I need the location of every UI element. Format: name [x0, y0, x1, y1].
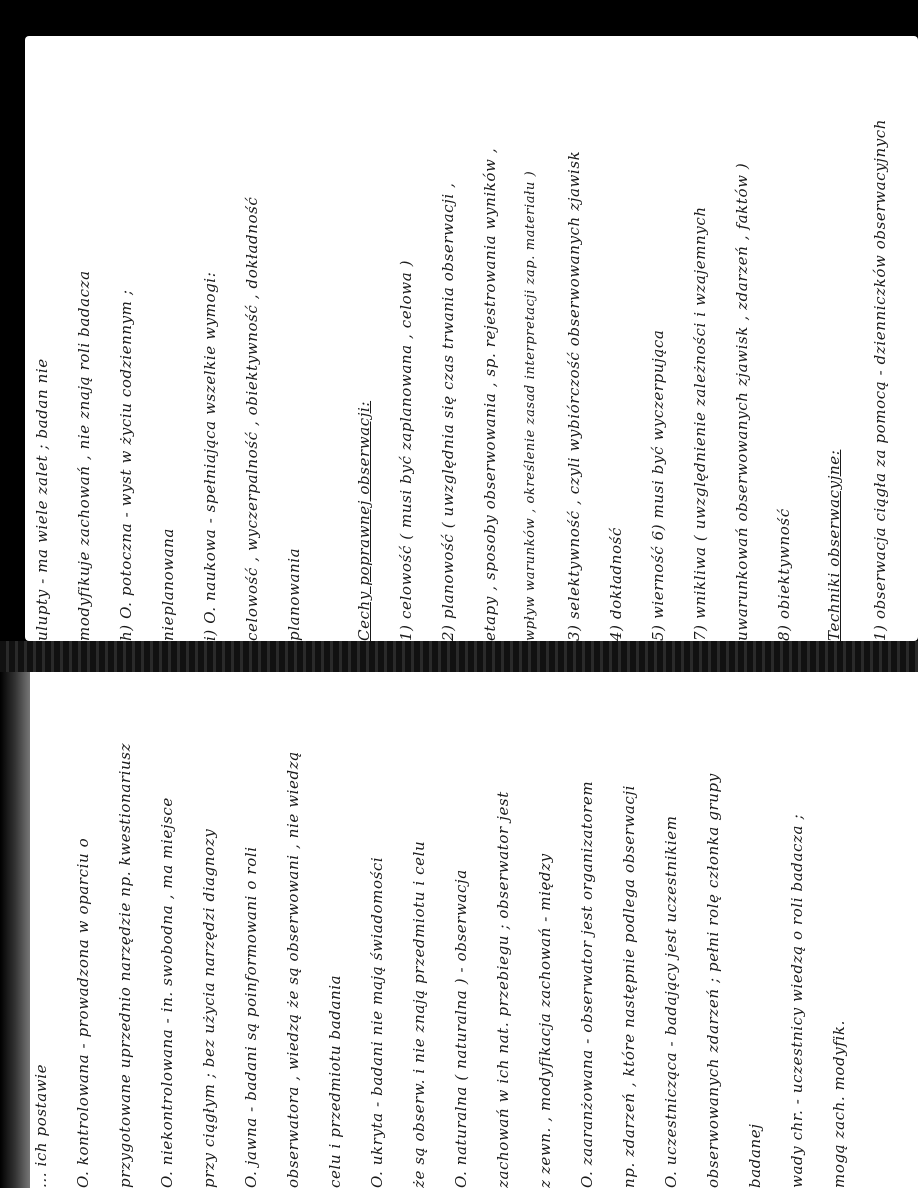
handwritten-line: z zewn. , modyfikacja zachowań - między	[536, 853, 554, 1188]
handwritten-line: O. uczestnicząca - badający jest uczestnikiem	[662, 815, 680, 1188]
rotated-text-area	[30, 672, 918, 1188]
handwritten-line: O. niekontrolowana - in. swobodna , ma miejsce	[158, 797, 176, 1188]
handwritten-line: że są obserw. i nie znają przedmiotu i celu	[410, 840, 428, 1188]
handwritten-line: wady chr. - uczestnicy wiedzą o roli badacza ;	[788, 813, 806, 1188]
handwritten-line: O. zaaranżowana - obserwator jest organizatorem	[578, 780, 596, 1188]
section-heading: Techniki obserwacyjne:	[825, 449, 843, 641]
handwritten-line: O. ukryta - badani nie mają świadomości	[368, 856, 386, 1188]
handwritten-line: celu i przedmiotu badania	[326, 974, 344, 1188]
notebook-page-left	[30, 672, 918, 1188]
handwritten-line: planowania	[285, 547, 303, 641]
handwritten-line: 4) dokładność	[607, 527, 625, 641]
handwritten-line: obserwatora , wiedzą że są obserwowani , nie wiedzą	[284, 751, 302, 1188]
handwritten-line: przygotowane uprzednio narzędzie np. kwestionariusz	[116, 742, 134, 1188]
handwritten-line: mogą zach. modyfik.	[830, 1020, 848, 1188]
handwritten-line: 3) selektywność , czyli wybiórczość obserwowanych zjawisk	[565, 150, 583, 641]
handwritten-line: wpływ warunków , określenie zasad interpretacji zap. materiału )	[523, 170, 538, 641]
notebook-page-right	[25, 36, 918, 641]
notebook-spiral-binding	[0, 641, 918, 672]
handwritten-line: 7) wnikliwa ( uwzględnienie zależności i wzajemnych	[691, 206, 709, 641]
handwritten-line: 5) wierność 6) musi być wyczerpująca	[649, 329, 667, 641]
handwritten-line: etapy , sposoby obserwowania , sp. rejestrowania wyników ,	[481, 147, 499, 641]
rotated-text-area	[25, 36, 918, 641]
handwritten-line: np. zdarzeń , które następnie podlega obserwacji	[620, 784, 638, 1188]
handwritten-line: modyfikuje zachowań , nie znają roli badacza	[75, 270, 93, 641]
dark-background	[0, 0, 918, 40]
handwritten-line: i) O. naukowa - spełniająca wszelkie wymogi:	[201, 271, 219, 641]
handwritten-line: badanej	[746, 1123, 764, 1188]
handwritten-line: 1) obserwacja ciągła za pomocą - dzienniczków obserwacyjnych	[871, 118, 889, 641]
handwritten-line: O. kontrolowana - prowadzona w oparciu o	[74, 837, 92, 1188]
handwritten-line: przy ciągłym ; bez użycia narzędzi diagnozy	[200, 828, 218, 1188]
handwritten-line: 8) obiektywność	[775, 508, 793, 641]
handwritten-line: ... ich postawie	[32, 1063, 50, 1188]
section-heading: Cechy poprawnej obserwacji:	[355, 400, 373, 641]
handwritten-line: nieplanowana	[159, 528, 177, 641]
handwritten-line: obserwowanych zdarzeń ; pełni rolę członka grupy	[704, 773, 722, 1188]
handwritten-line: zachowań w ich nat. przebiegu ; obserwator jest	[494, 791, 512, 1188]
handwritten-line: O. naturalna ( naturalna ) - obserwacja	[452, 869, 470, 1188]
handwritten-line: uwarunkowań obserwowanych zjawisk , zdarzeń , faktów )	[733, 162, 751, 641]
handwritten-line: 2) planowość ( uwzględnia się czas trwania obserwacji ,	[439, 182, 457, 641]
handwritten-line: 1) celowość ( musi być zaplanowana , celowa )	[397, 259, 415, 641]
handwritten-line: h) O. potoczna - wyst w życiu codziennym ;	[117, 289, 135, 641]
page-edge-shadow	[0, 672, 30, 1188]
handwritten-line: celowość , wyczerpalność , obiektywność , dokładność	[243, 196, 261, 641]
handwritten-line: ulupty - ma wiele zalet ; badan nie	[33, 358, 51, 641]
handwritten-line: O. jawna - badani są poinformowani o roli	[242, 846, 260, 1188]
